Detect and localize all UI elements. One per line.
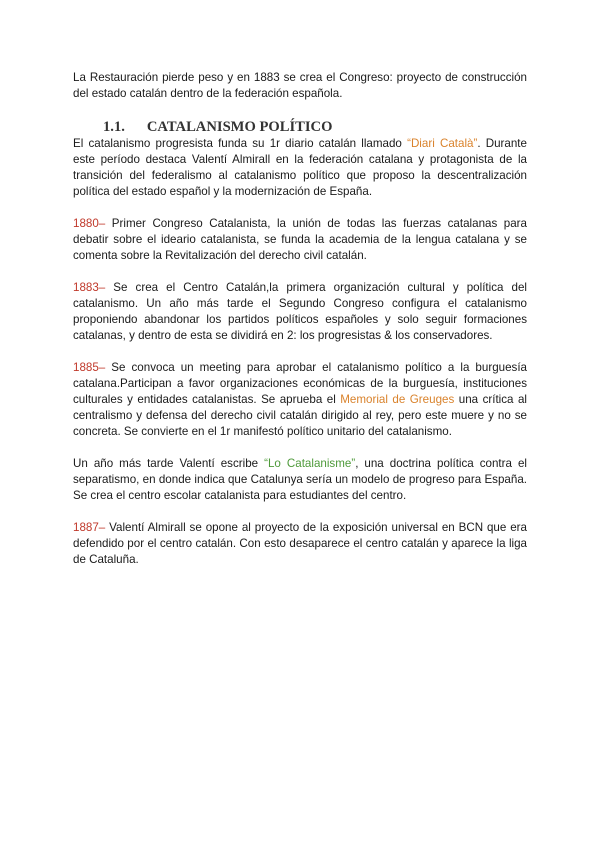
text-span: , una doctrina política contra el separatismo, en donde indica que Catalunya sería un modelo de progreso para España. Se crea el centro escolar catalanista para estudiantes del centro. [73,457,527,502]
text-span: Se convoca un meeting para aprobar el catalanismo político a la burguesía catalana.Participan a favor organizaciones económicas de la burguesía, instituciones culturales y entidades catalanistas. Se aprueba el [73,361,527,406]
paragraph-1887 [73,520,527,568]
paragraph-lo-catalanisme [73,456,527,504]
section-title: CATALANISMO POLÍTICO [146,119,333,135]
highlight-lo-catalanisme: “Lo Catalanisme” [264,457,356,470]
text-span: una crítica al centralismo y defensa del derecho civil catalán dirigido al rey, pero este muere y no se concreta. Se convierte en el 1r manifestó político unitario del catalanismo. [73,393,527,438]
paragraph-1885 [73,360,527,440]
paragraph-1880 [73,216,527,264]
text-span: Primer Congreso Catalanista, la unión de todas las fuerzas catalanas para debatir sobre el ideario catalanista, se funda la academia de la lengua catalana y se comenta sobre la Revitalización del derecho civil catalán. [73,217,527,262]
year-label: 1887– [73,521,106,534]
year-label: 1880– [73,217,106,230]
section-heading [103,118,527,136]
text-span: Un año más tarde Valentí escribe [73,457,265,470]
highlight-memorial-de-greuges: Memorial de Greuges [340,393,455,406]
intro-paragraph: La Restauración pierde peso y en 1883 se crea el Congreso: proyecto de construcción del estado catalán dentro de la federación española. [73,71,527,100]
text-span: El catalanismo progresista funda su 1r diario catalán llamado [73,137,408,150]
text-span: . Durante este período destaca Valentí Almirall en la federación catalana y protagonista de la transición del federalismo al catalanismo político que proposo la descentralización política del estado español y la modernización de España. [73,137,527,198]
document-body [73,70,527,568]
highlight-diari-catala: “Diari Català” [407,137,478,150]
text-span: Se crea el Centro Catalán,la primera organización cultural y política del catalanismo. Un año más tarde el Segundo Congreso configura el catalanismo proponiendo abandonar los partidos políticos españoles y solo seguir formaciones catalanas, y dentro de esta se dividirá en 2: los progresistas & los conservadores. [73,281,527,342]
paragraph-diari-catala [73,136,527,200]
year-label: 1885– [73,361,106,374]
year-label: 1883– [73,281,106,294]
text-span: Valentí Almirall se opone al proyecto de la exposición universal en BCN que era defendido por el centro catalán. Con esto desaparece el centro catalán y aparece la liga de Cataluña. [73,521,527,566]
section-number: 1.1. [103,119,125,135]
paragraph-1883 [73,280,527,344]
